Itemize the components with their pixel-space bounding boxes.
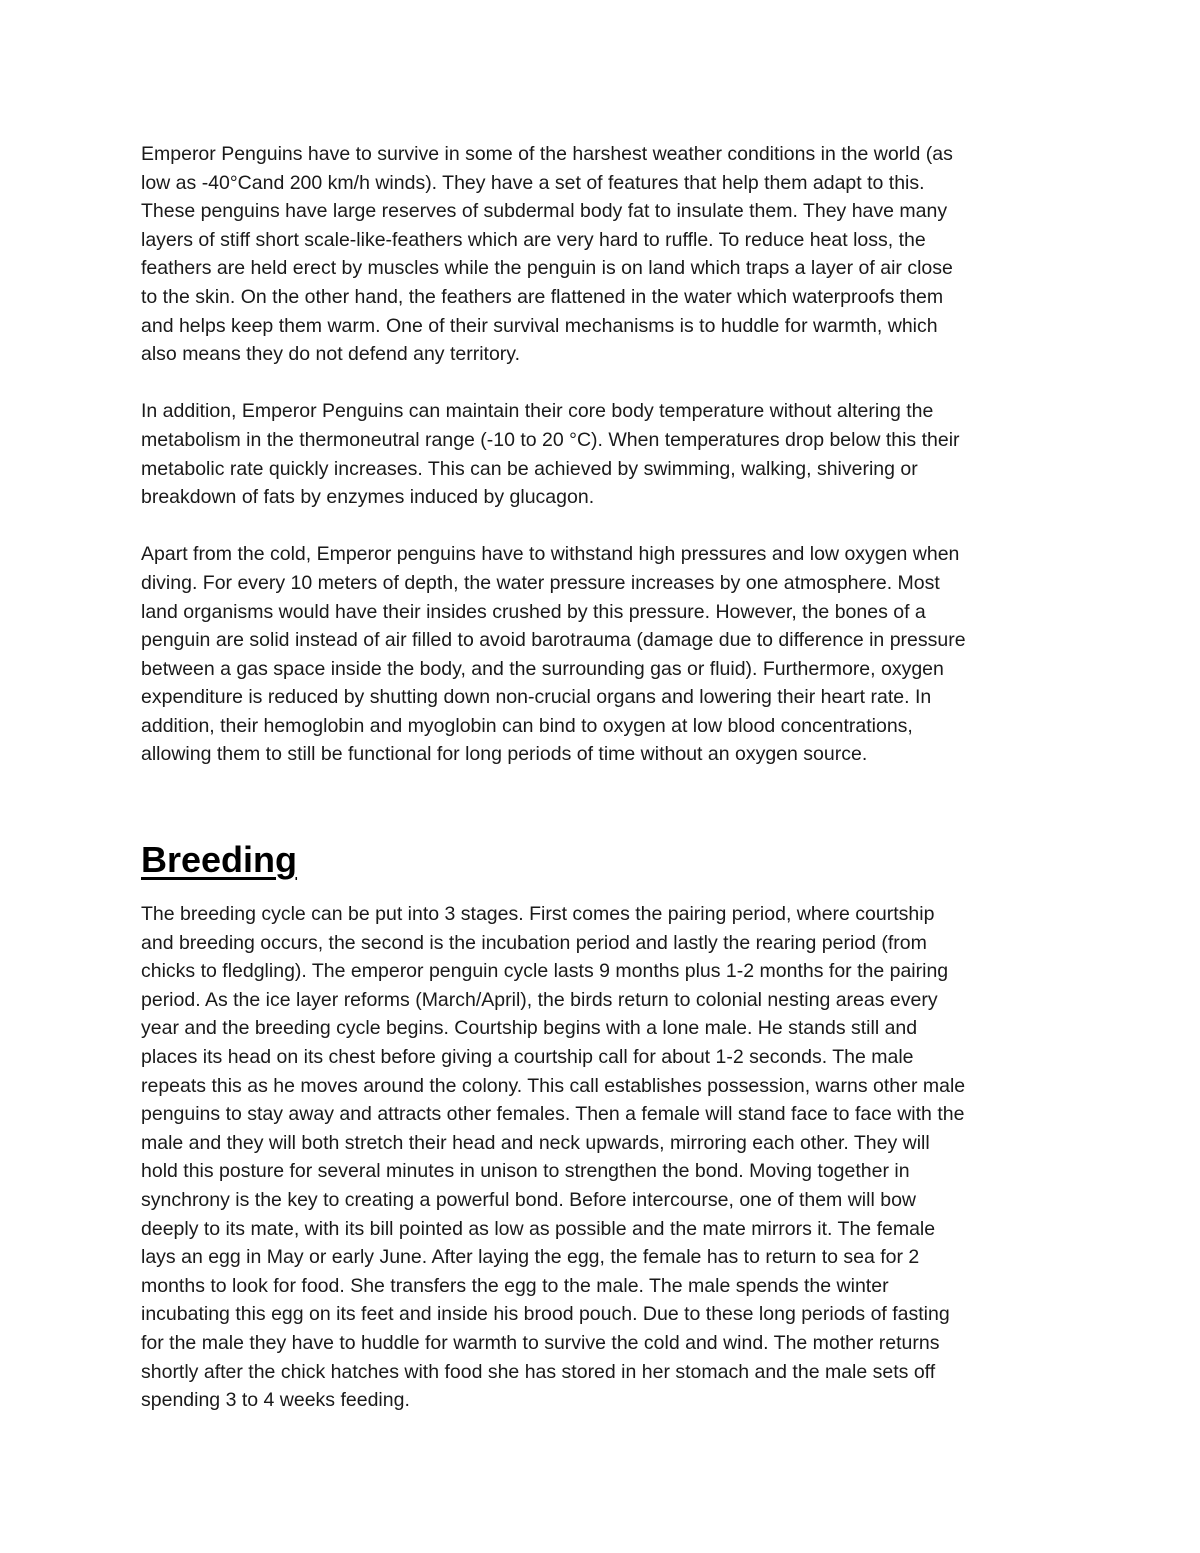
text-line: metabolism in the thermoneutral range (-10 to 20 °C). When temperatures drop below this their (141, 428, 960, 451)
text-line: and breeding occurs, the second is the incubation period and lastly the rearing period (from (141, 931, 927, 954)
text-line: repeats this as he moves around the colony. This call establishes possession, warns other male (141, 1074, 966, 1097)
text-line: and helps keep them warm. One of their survival mechanisms is to huddle for warmth, which (141, 314, 938, 337)
text-line: between a gas space inside the body, and the surrounding gas or fluid). Furthermore, oxygen (141, 657, 944, 680)
text-line: deeply to its mate, with its bill pointed as low as possible and the mate mirrors it. The female (141, 1217, 936, 1240)
text-line: low as -40°Cand 200 km/h winds). They have a set of features that help them adapt to this. (141, 171, 925, 194)
breeding-heading: Breeding (141, 839, 298, 880)
text-line: chicks to fledgling). The emperor penguin cycle lasts 9 months plus 1-2 months for the pairing (141, 960, 949, 983)
paragraph-adaptation (141, 140, 1061, 369)
text-line: In addition, Emperor Penguins can maintain their core body temperature without altering the (141, 400, 934, 423)
breeding-text (141, 900, 1061, 1415)
text-line: spending 3 to 4 weeks feeding. (141, 1389, 410, 1412)
text-line: allowing them to still be functional for long periods of time without an oxygen source. (141, 743, 868, 766)
text-line: feathers are held erect by muscles while the penguin is on land which traps a layer of air close (141, 257, 953, 280)
text-line: The breeding cycle can be put into 3 stages. First comes the pairing period, where courtship (141, 903, 935, 925)
text-line: layers of stiff short scale-like-feathers which are very hard to ruffle. To reduce heat loss, the (141, 228, 926, 251)
paragraph-breeding (141, 900, 1061, 1415)
text-line: These penguins have large reserves of subdermal body fat to insulate them. They have many (141, 200, 948, 223)
text-line: addition, their hemoglobin and myoglobin can bind to oxygen at low blood concentrations, (141, 714, 913, 737)
text-line: year and the breeding cycle begins. Courtship begins with a lone male. He stands still and (141, 1017, 918, 1040)
text-line: months to look for food. She transfers the egg to the male. The male spends the winter (141, 1274, 889, 1297)
text-line: Apart from the cold, Emperor penguins have to withstand high pressures and low oxygen when (141, 543, 960, 566)
text-line: breakdown of fats by enzymes induced by glucagon. (141, 486, 595, 509)
text-line: penguins to stay away and attracts other females. Then a female will stand face to face with the (141, 1103, 965, 1126)
text-line: Emperor Penguins have to survive in some of the harshest weather conditions in the world (as (141, 143, 953, 165)
text-line: hold this posture for several minutes in unison to strengthen the bond. Moving together in (141, 1160, 910, 1183)
text-line: male and they will both stretch their head and neck upwards, mirroring each other. They will (141, 1131, 930, 1154)
text-line: to the skin. On the other hand, the feathers are flattened in the water which waterproofs them (141, 285, 944, 308)
body-text (141, 140, 1061, 798)
text-line: penguin are solid instead of air filled to avoid barotrauma (damage due to difference in pressure (141, 629, 966, 652)
text-line: metabolic rate quickly increases. This can be achieved by swimming, walking, shivering or (141, 457, 918, 480)
text-line: synchrony is the key to creating a powerful bond. Before intercourse, one of them will bow (141, 1188, 916, 1211)
text-line: also means they do not defend any territory. (141, 343, 521, 366)
text-line: shortly after the chick hatches with food she has stored in her stomach and the male sets off (141, 1360, 936, 1383)
text-line: lays an egg in May or early June. After laying the egg, the female has to return to sea for 2 (141, 1246, 920, 1269)
text-line: period. As the ice layer reforms (March/April), the birds return to colonial nesting areas every (141, 988, 938, 1011)
text-line: diving. For every 10 meters of depth, the water pressure increases by one atmosphere. Most (141, 571, 940, 594)
text-line: incubating this egg on its feet and inside his brood pouch. Due to these long periods of fasting (141, 1303, 950, 1326)
text-line: for the male they have to huddle for warmth to survive the cold and wind. The mother returns (141, 1331, 940, 1354)
text-line: land organisms would have their insides crushed by this pressure. However, the bones of a (141, 600, 926, 623)
paragraph-diving (141, 540, 1061, 769)
text-line: places its head on its chest before giving a courtship call for about 1-2 seconds. The male (141, 1045, 914, 1068)
paragraph-metabolism (141, 397, 1061, 511)
text-line: expenditure is reduced by shutting down non-crucial organs and lowering their heart rate. In (141, 686, 932, 709)
